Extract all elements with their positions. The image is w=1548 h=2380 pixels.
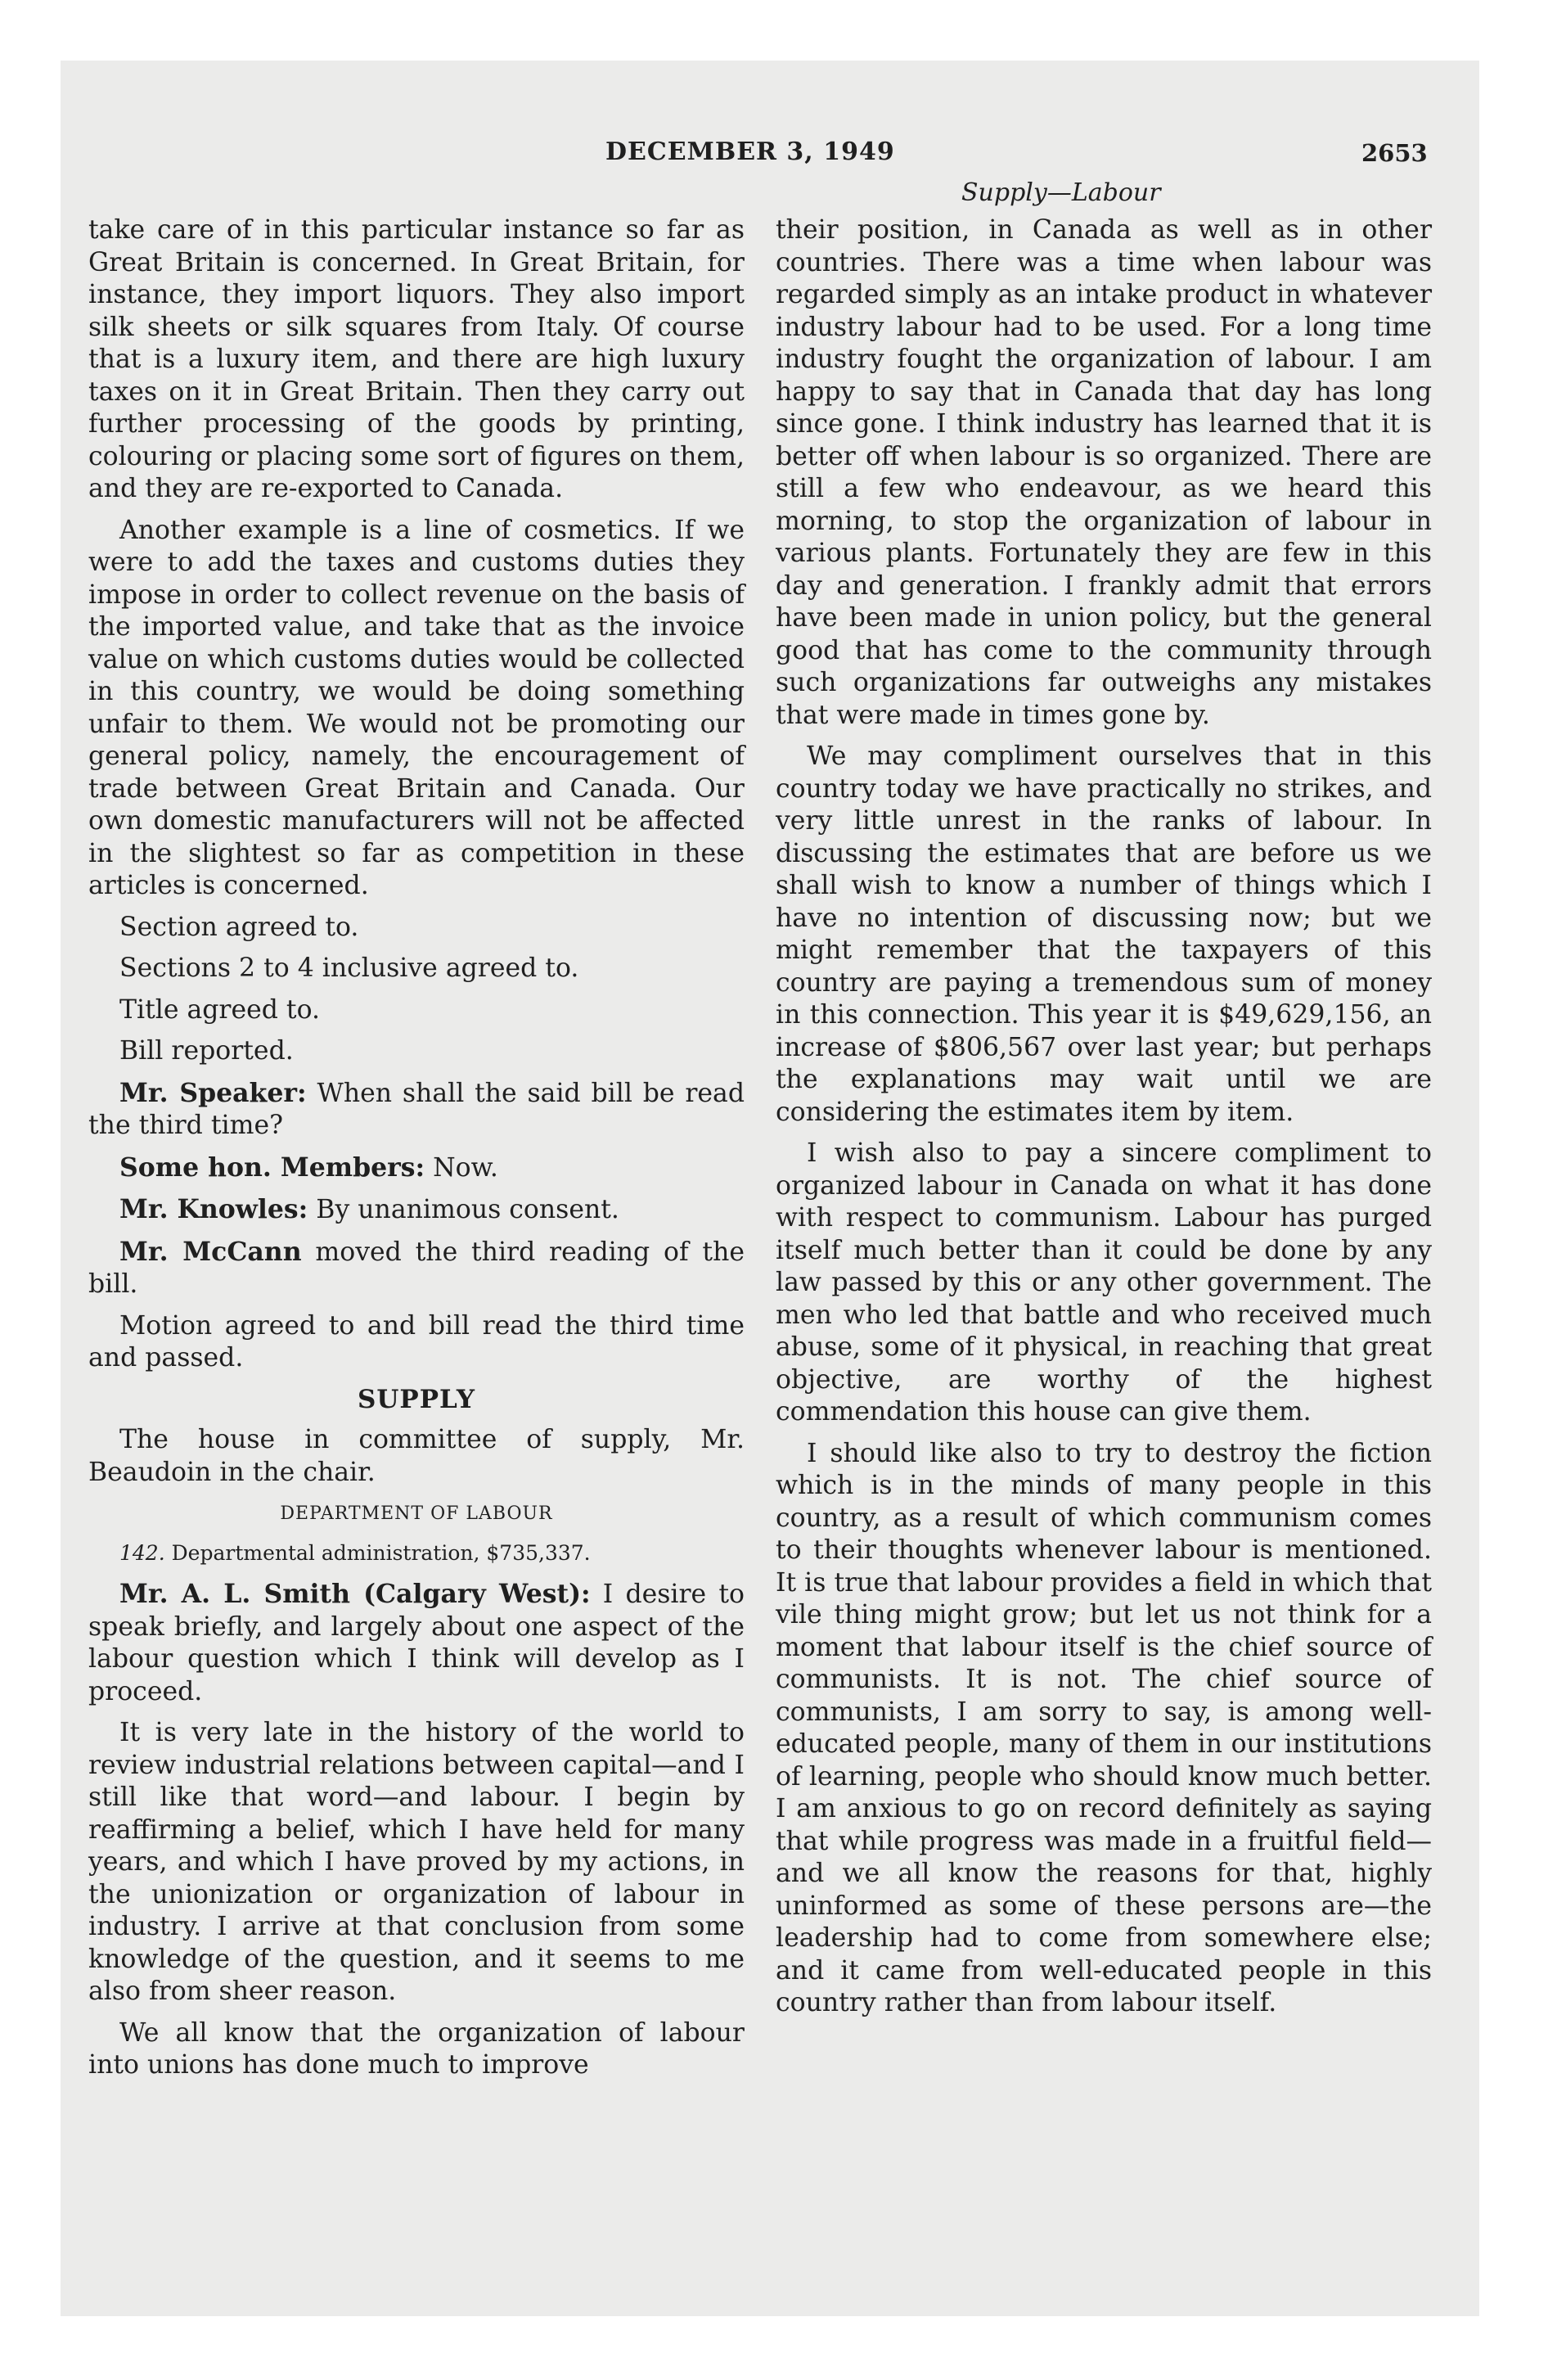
paragraph: Bill reported. [119,1036,294,1066]
page-number: 2653 [1361,139,1428,167]
estimate-item [88,1537,745,1570]
right-column [776,214,1432,2029]
speaker-name: Some hon. Members: [119,1152,425,1183]
speech-paragraph [88,1193,745,1227]
speech-text: When shall the said bill be read the third time? [88,1078,745,1140]
paragraph: Title agreed to. [119,994,321,1025]
header-date: DECEMBER 3, 1949 [605,137,895,166]
paragraph: Another example is a line of cosmetics. If we were to add the taxes and customs duties they impose in order to collect revenue on the basis of the imported value, and take that as the invoice value on which customs duties would be collected in this country, we would be doing something unfair to them. We would not be promoting our general policy, namely, the encouragement of trade between Great Britain and Canada. Our own domestic manufacturers will not be affected in the slightest so far as competition in these articles is concerned. [88,515,745,900]
left-column [88,214,745,2091]
paragraph: Sections 2 to 4 inclusive agreed to. [119,953,579,983]
paragraph: It is very late in the history of the world to review industrial relations between capital—and I still like that word—and labour. I begin by reaffirming a belief, which I have held for many years, and which I have proved by my actions, in the unionization or organization of labour in industry. I arrive at that conclusion from some knowledge of the question, and it seems to me also from sheer reason. [88,1718,745,2006]
item-number: 142. [119,1540,165,1565]
paragraph: Section agreed to. [119,912,359,942]
paragraph: Motion agreed to and bill read the third time and passed. [88,1310,745,1373]
speaker-name: Mr. A. L. Smith (Calgary West): [119,1579,591,1609]
speaker-name: Mr. McCann [119,1236,302,1267]
speech-paragraph [88,1077,745,1143]
speech-text: By unanimous consent. [308,1195,619,1224]
paragraph: their position, in Canada as well as in other countries. There was a time when labour was regarded simply as an intake product in whatever industry labour had to be used. For a long time industry fought the organization of labour. I am happy to say that in Canada that day has long since gone. I think industry has learned that it is better off when labour is so organized. There are still a few who endeavour, as we heard this morning, to stop the organization of labour in various plants. Fortunately they are few in this day and generation. I frankly admit that errors have been made in union policy, but the general good that has come to the community through such organizations far outweighs any mistakes that were made in times gone by. [776,215,1432,730]
speech-text: I desire to speak briefly, and largely about one aspect of the labour question which I think will develop as I proceed. [88,1580,745,1706]
speech-paragraph [88,1578,745,1708]
paragraph: We may compliment ourselves that in this country today we have practically no strikes, and very little unrest in the ranks of labour. In discussing the estimates that are before us we shall wish to know a number of things which I have no intention of discussing now; but we might remember that the taxpayers of this country are paying a tremendous sum of money in this connection. This year it is $49,629,156, an increase of $806,567 over last year; but perhaps the explanations may wait until we are considering the estimates item by item. [776,741,1432,1127]
speaker-name: Mr. Speaker: [119,1077,307,1108]
paragraph: take care of in this particular instance so far as Great Britain is concerned. In Great Britain, for instance, they import liquors. They also import silk sheets or silk squares from Italy. Of course that is a luxury item, and there are high luxury taxes on it in Great Britain. Then they carry out further processing of the goods by printing, colouring or placing some sort of figures on them, and they are re-exported to Canada. [88,215,745,503]
paragraph: We all know that the organization of labour into unions has done much to improve [88,2017,745,2080]
item-text: Departmental administration, $735,337. [164,1540,591,1565]
speech-paragraph [88,1236,745,1301]
running-subject-heading: Supply—Labour [961,178,1161,207]
paragraph: The house in committee of supply, Mr. Beaudoin in the chair. [88,1425,745,1487]
section-heading: SUPPLY [358,1384,475,1414]
speech-paragraph [88,1152,745,1185]
speech-text: moved the third reading of the bill. [88,1237,745,1299]
department-heading: DEPARTMENT OF LABOUR [280,1503,553,1524]
paragraph: I should like also to try to destroy the fiction which is in the minds of many people in this country, as a result of which communism comes to their thoughts whenever labour is mentioned. It is true that labour provides a field in which that vile thing might grow; but let us not think for a moment that labour itself is the chief source of communists. It is not. The chief source of communists, I am sorry to say, is among well-educated people, many of them in our institutions of learning, people who should know much better. I am anxious to go on record definitely as saying that while progress was made in a fruitful field—and we all know the reasons for that, highly uninformed as some of these persons are—the leadership had to come from somewhere else; and it came from well-educated people in this country rather than from labour itself. [776,1438,1432,2017]
speaker-name: Mr. Knowles: [119,1194,308,1224]
paragraph: I wish also to pay a sincere compliment to organized labour in Canada on what it has done with respect to communism. Labour has purged itself much better than it could be done by any law passed by this or any other government. The men who led that battle and who received much abuse, some of it physical, in reaching that great objective, are worthy of the highest commendation this house can give them. [776,1138,1432,1427]
speech-text: Now. [425,1152,498,1183]
